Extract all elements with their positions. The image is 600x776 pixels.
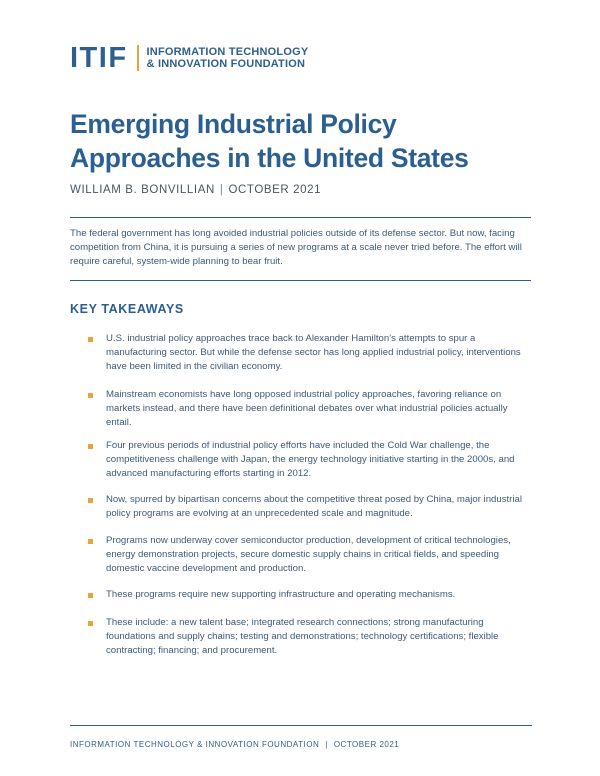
takeaway-item <box>88 588 532 602</box>
bullet-icon <box>88 621 93 626</box>
logo-line-1: INFORMATION TECHNOLOGY <box>146 46 309 58</box>
report-title: Emerging Industrial Policy Approaches in the United States <box>70 109 469 173</box>
bullet-icon <box>88 337 93 342</box>
footer-date: OCTOBER 2021 <box>333 740 400 749</box>
publication-date: OCTOBER 2021 <box>228 184 322 196</box>
summary-bottom-rule <box>70 280 531 281</box>
takeaway-text: Programs now underway cover semiconductor production, development of critical technologies, energy demonstration projects, secure domestic supply chains in critical fields, and speeding domestic vaccine development and production. <box>106 535 511 575</box>
logo-mark: ITIF <box>70 41 128 74</box>
logo-wordmark <box>147 46 309 70</box>
page-footer <box>70 740 399 749</box>
takeaway-item <box>88 493 532 521</box>
key-takeaways-heading: KEY TAKEAWAYS <box>70 302 184 316</box>
bullet-icon <box>88 498 93 503</box>
itif-logo <box>70 42 308 74</box>
takeaway-item <box>88 616 532 659</box>
takeaway-text: Now, spurred by bipartisan concerns about the competitive threat posed by China, major industrial policy programs are evolving at an unprecedented scale and magnitude. <box>106 494 522 520</box>
takeaway-item <box>88 332 532 375</box>
takeaway-text: These include: a new talent base; integrated research connections; strong manufacturing foundations and supply chains; testing and demonstrations; technology certifications; flexible contracting; financing; and procurement. <box>106 617 499 657</box>
summary-top-rule <box>70 217 531 218</box>
takeaway-text: These programs require new supporting infrastructure and operating mechanisms. <box>106 589 456 600</box>
bullet-icon <box>88 393 93 398</box>
footer-organization: INFORMATION TECHNOLOGY & INNOVATION FOUNDATION <box>70 740 320 749</box>
summary-text: The federal government has long avoided industrial policies outside of its defense sector. But now, facing competition from China, it is pursuing a series of new programs at a scale never tried before. The effort will require careful, system-wide planning to bear fruit. <box>70 228 522 268</box>
footer-separator: | <box>325 740 328 749</box>
footer-rule <box>70 725 532 726</box>
author-name: WILLIAM B. BONVILLIAN <box>70 184 215 196</box>
byline <box>70 184 321 196</box>
byline-separator: | <box>219 184 224 196</box>
logo-line-2: & INNOVATION FOUNDATION <box>146 58 306 70</box>
bullet-icon <box>88 444 93 449</box>
logo-divider <box>137 45 139 71</box>
bullet-icon <box>88 539 93 544</box>
takeaway-text: Four previous periods of industrial policy efforts have included the Cold War challenge, the competitiveness challenge with Japan, the energy technology initiative starting in the 2000s, and advanced manufacturing efforts starting in 2012. <box>106 440 515 480</box>
takeaway-item <box>88 388 532 431</box>
takeaway-text: Mainstream economists have long opposed industrial policy approaches, favoring reliance on markets instead, and there have been definitional debates over what industrial policies actually entail. <box>106 389 508 429</box>
bullet-icon <box>88 593 93 598</box>
takeaway-text: U.S. industrial policy approaches trace back to Alexander Hamilton’s attempts to spur a manufacturing sector. But while the defense sector has long applied industrial policy, interventions have been limited in the civilian economy. <box>106 333 521 373</box>
takeaway-item <box>88 534 532 577</box>
takeaway-item <box>88 439 532 482</box>
